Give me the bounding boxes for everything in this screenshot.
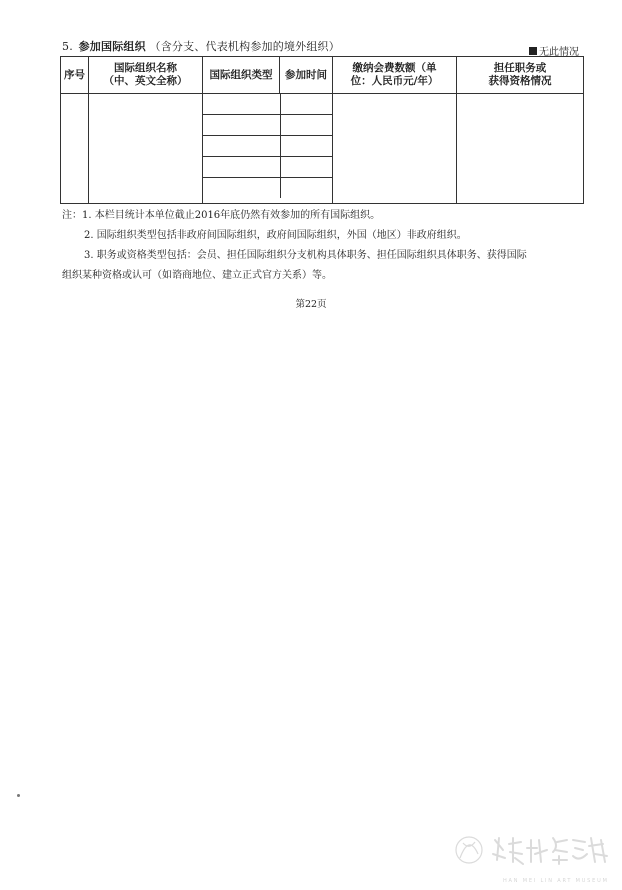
sub-row: [203, 115, 333, 136]
header-org-name-line1: 国际组织名称: [114, 62, 177, 74]
cell-fee[interactable]: [333, 94, 457, 204]
note-3: 3. 职务或资格类型包括：会员、担任国际组织分支机构具体职务、担任国际组织具体职务、获得国际: [84, 250, 527, 261]
cell-org-type[interactable]: [203, 178, 280, 199]
section-title: [62, 38, 340, 54]
scan-speck: [17, 794, 20, 797]
checked-checkbox-icon[interactable]: [529, 47, 537, 55]
cell-type-time-group: [203, 94, 333, 204]
header-position-line1: 担任职务或: [493, 62, 547, 74]
cell-join-time[interactable]: [280, 115, 333, 136]
header-join-time: 参加时间: [280, 57, 333, 94]
cell-join-time[interactable]: [280, 157, 333, 178]
header-org-name: [89, 57, 203, 94]
note-2: 2. 国际组织类型包括非政府间国际组织，政府间国际组织，外国（地区）非政府组织。: [84, 230, 467, 241]
header-fee-line1: 缴纳会费数额（单: [352, 62, 437, 74]
table-header-row: [61, 57, 584, 94]
cell-org-name[interactable]: [89, 94, 203, 204]
no-situation-label: 无此情况: [539, 47, 579, 58]
cell-org-type[interactable]: [203, 157, 280, 178]
watermark-text: HAN MEI LIN ART MUSEUM: [503, 878, 609, 884]
page-number: 第22页: [295, 299, 327, 310]
notes-block: [62, 206, 582, 286]
sub-row: [203, 157, 333, 178]
header-position-line2: 获得资格情况: [488, 75, 552, 87]
international-organizations-table: [60, 56, 584, 204]
section-number: 5.: [62, 40, 73, 53]
cell-org-type[interactable]: [203, 115, 280, 136]
cell-seq[interactable]: [61, 94, 89, 204]
header-fee: [333, 57, 457, 94]
cell-org-type[interactable]: [203, 94, 280, 115]
cell-org-type[interactable]: [203, 136, 280, 157]
header-org-name-line2: （中、英文全称）: [103, 75, 188, 87]
note-3-continued: 组织某种资格或认可（如谘商地位、建立正式官方关系）等。: [62, 270, 332, 281]
cell-join-time[interactable]: [280, 94, 333, 115]
section-title-note: （含分支、代表机构参加的境外组织）: [149, 40, 340, 53]
type-time-subtable: [203, 94, 333, 198]
section-title-main: 参加国际组织: [78, 40, 146, 53]
sub-row: [203, 136, 333, 157]
sub-row: [203, 178, 333, 199]
note-1: 注：1. 本栏目统计本单位截止2016年底仍然有效参加的所有国际组织。: [62, 210, 381, 221]
sub-row: [203, 94, 333, 115]
header-fee-line2: 位：人民币元/年）: [350, 75, 439, 87]
cell-join-time[interactable]: [280, 178, 333, 199]
header-position: [457, 57, 584, 94]
table-body-row: [61, 94, 584, 204]
header-seq: 序号: [61, 57, 89, 94]
header-org-type: 国际组织类型: [203, 57, 280, 94]
cell-position[interactable]: [457, 94, 584, 204]
cell-join-time[interactable]: [280, 136, 333, 157]
museum-watermark: [455, 828, 615, 886]
